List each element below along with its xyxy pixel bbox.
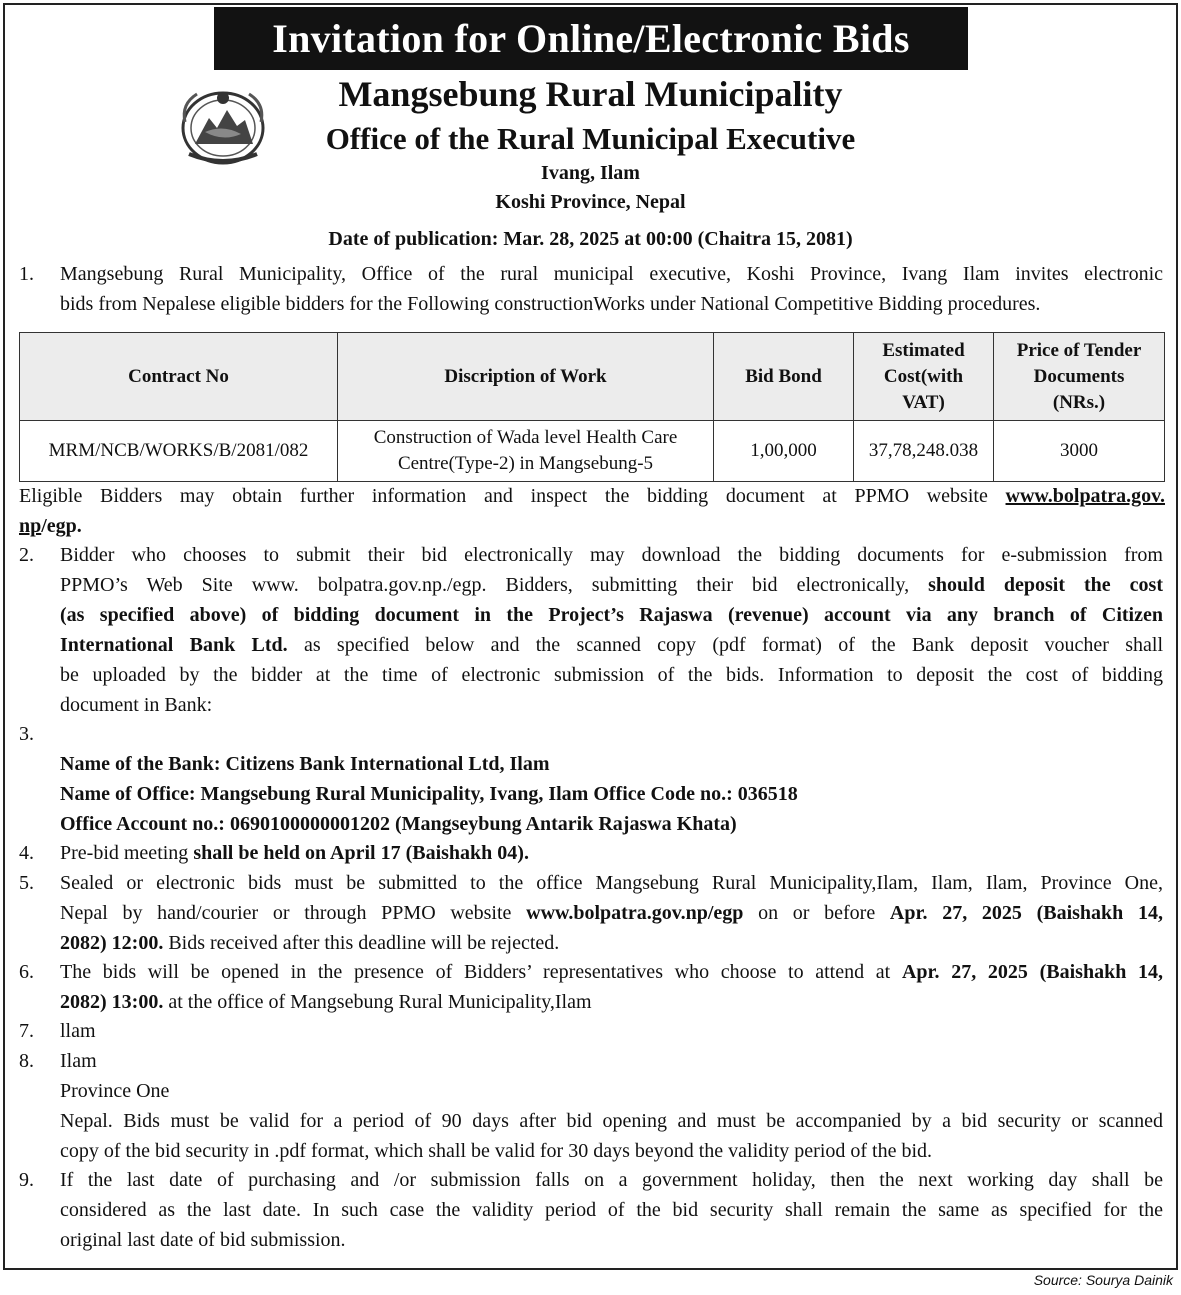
item-8-line: copy of the bid security in .pdf format, which shall be valid for 30 days beyond the validity period of the bid.	[60, 1140, 933, 1162]
item-2-bold-part: International Bank Ltd.	[60, 634, 288, 656]
item-7-text: llam	[60, 1020, 96, 1042]
cell-description	[338, 421, 714, 482]
header-line: Cost(with	[883, 365, 964, 387]
office-account-text: Office Account no.: 0690100000001202 (Mangseybung Antarik Rajaswa Khata)	[60, 813, 737, 835]
item-6-line	[60, 957, 1163, 987]
item-number: 2.	[19, 544, 34, 566]
table-row	[20, 421, 1165, 482]
organization-name: Mangsebung Rural Municipality	[338, 74, 843, 114]
item-9-line: original last date of bid submission.	[60, 1229, 346, 1251]
header-line: Price of Tender	[1016, 339, 1142, 361]
item-2-line	[60, 600, 1163, 630]
item-5-line: Sealed or electronic bids must be submitted to the office Mangsebung Rural Municipality,Ilam, Ilam, Ilam, Province One,	[60, 872, 1163, 894]
header-estimated-cost	[854, 333, 994, 421]
cell-estimated-cost: 37,78,248.038	[854, 421, 994, 482]
item-number: 3.	[19, 723, 34, 745]
item-number: 5.	[19, 872, 34, 894]
item-2-text-part: PPMO’s Web Site www. bolpatra.gov.np./egp. Bidders, submitting their bid electronically,	[60, 574, 929, 596]
header-description: Discription of Work	[338, 333, 714, 421]
header-contract-no: Contract No	[20, 333, 338, 421]
ppmo-link-continued[interactable]: np	[19, 515, 42, 537]
item-2-line	[60, 630, 1163, 660]
item-number: 7.	[19, 1020, 34, 1042]
bank-name-text: Name of the Bank: Citizens Bank International Ltd, Ilam	[60, 753, 550, 775]
cell-line: Centre(Type-2) in Mangsebung-5	[397, 453, 654, 474]
item-number: 6.	[19, 961, 34, 983]
item-9-line: If the last date of purchasing and /or submission falls on a government holiday, then the next working day shall be	[60, 1169, 1163, 1191]
office-name-code	[60, 779, 1163, 809]
cell-line: Construction of Wada level Health Care	[373, 427, 678, 448]
cell-tender-price: 3000	[994, 421, 1165, 482]
item-number: 9.	[19, 1169, 34, 1191]
item-2-line	[60, 570, 1163, 600]
submission-deadline: Apr. 27, 2025 (Baishakh 14,	[889, 902, 1163, 924]
cell-contract-no: MRM/NCB/WORKS/B/2081/082	[20, 421, 338, 482]
bids-table	[19, 332, 1165, 482]
item-4-text	[60, 838, 1163, 868]
item-5-text-part: on or before	[743, 902, 890, 924]
item-9-line: considered as the last date. In such case the validity period of the bid security shall remain the same as specified for the	[60, 1199, 1163, 1221]
notice-banner-title: Invitation for Online/Electronic Bids	[214, 7, 968, 70]
item-5-line	[60, 898, 1163, 928]
item-5-text-part: Bids received after this deadline will be rejected.	[163, 932, 560, 954]
header-line: Estimated	[882, 339, 965, 361]
item-2-text-part: as specified below and the scanned copy (pdf format) of the Bank deposit voucher shall	[287, 634, 1163, 656]
item-number: 1.	[19, 263, 34, 285]
item-number: 8.	[19, 1050, 34, 1072]
item-1-line: bids from Nepalese eligible bidders for the Following constructionWorks under National Competitive Bidding procedures.	[60, 293, 1041, 315]
item-2-line: Bidder who chooses to submit their bid electronically may download the bidding documents for e-submission from	[60, 544, 1163, 566]
header-line: (NRs.)	[1052, 391, 1106, 413]
ppmo-link-suffix: /egp.	[41, 515, 82, 537]
item-8-line: Nepal. Bids must be valid for a period of 90 days after bid opening and must be accompanied by a bid security or scanned	[60, 1110, 1163, 1132]
office-account	[60, 809, 1163, 839]
header-line: VAT)	[902, 391, 945, 413]
eligible-bidders-text	[19, 481, 1165, 541]
header-tender-price	[994, 333, 1165, 421]
item-2-line: be uploaded by the bidder at the time of electronic submission of the bids. Information to deposit the cost of bidding	[60, 664, 1163, 686]
item-6-text-part: The bids will be opened in the presence of Bidders’ representatives who choose to attend at	[60, 961, 902, 983]
item-5-text-part: Nepal by hand/courier or through PPMO website	[60, 902, 527, 924]
item-4-bold-part: shall be held on April 17 (Baishakh 04).	[193, 842, 529, 864]
table-header-row	[20, 333, 1165, 421]
office-name: Office of the Rural Municipal Executive	[325, 121, 856, 156]
header-line: Documents	[1033, 365, 1125, 387]
submission-website: www.bolpatra.gov.np/egp	[526, 902, 744, 924]
location-line-1: Ivang, Ilam	[541, 162, 640, 184]
item-2-bold-part: should deposit the cost	[928, 574, 1163, 596]
location-line-2: Koshi Province, Nepal	[495, 191, 686, 213]
item-4-line	[60, 838, 1163, 868]
ppmo-link[interactable]: www.bolpatra.gov.	[1005, 485, 1165, 507]
item-5-text	[60, 868, 1163, 958]
item-4-text-part: Pre-bid meeting	[60, 842, 194, 864]
item-9-text	[60, 1165, 1163, 1255]
eligible-text: Eligible Bidders may obtain further information and inspect the bidding document at PPMO website	[19, 485, 1006, 507]
item-2-text	[60, 540, 1163, 720]
bank-name	[60, 749, 1163, 779]
item-8-text	[60, 1046, 1163, 1166]
item-3-bank-details	[60, 749, 1163, 839]
item-1-text	[60, 259, 1163, 319]
opening-date: Apr. 27, 2025 (Baishakh 14,	[901, 961, 1163, 983]
submission-deadline-time: 2082) 12:00.	[60, 932, 164, 954]
item-number: 4.	[19, 842, 34, 864]
item-2-line: document in Bank:	[60, 694, 213, 716]
item-2-bold-part: (as specified above) of bidding document in the Project’s Rajaswa (revenue) account via any branch of Citizen	[60, 604, 1163, 626]
item-5-line	[60, 928, 1163, 958]
item-6-text-part: at the office of Mangsebung Rural Municipality,Ilam	[163, 991, 592, 1013]
item-1-line: Mangsebung Rural Municipality, Office of the rural municipal executive, Koshi Province, Ivang Ilam invites electronic	[60, 263, 1163, 285]
publication-date: Date of publication: Mar. 28, 2025 at 00:00 (Chaitra 15, 2081)	[328, 228, 853, 250]
item-6-text	[60, 957, 1163, 1017]
item-6-line	[60, 987, 1163, 1017]
item-8-line: Province One	[60, 1080, 170, 1102]
item-8-line: Ilam	[60, 1050, 97, 1072]
opening-time: 2082) 13:00.	[60, 991, 164, 1013]
cell-bid-bond: 1,00,000	[714, 421, 854, 482]
office-name-code-text: Name of Office: Mangsebung Rural Municipality, Ivang, Ilam Office Code no.: 036518	[60, 783, 798, 805]
header-bid-bond: Bid Bond	[714, 333, 854, 421]
source-credit: Source: Sourya Dainik	[1033, 1272, 1173, 1288]
